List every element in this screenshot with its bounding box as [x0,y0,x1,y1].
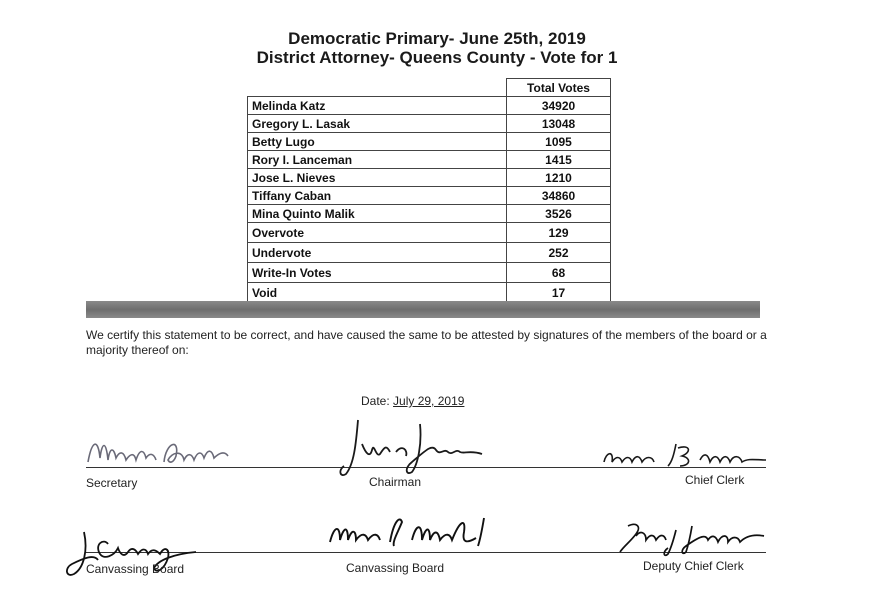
candidate-name: Tiffany Caban [248,187,507,205]
table-row [248,263,611,283]
table-row [248,151,611,169]
deputy-chief-clerk-signature-icon [616,516,776,560]
candidate-name: Overvote [248,223,507,243]
vote-count: 68 [507,263,611,283]
table-row [248,169,611,187]
page-title-line-1: Democratic Primary- June 25th, 2019 [288,29,586,48]
table-row [248,243,611,263]
vote-count: 1095 [507,133,611,151]
page-title-line-2: District Attorney- Queens County - Vote for 1 [256,48,618,67]
candidate-name: Gregory L. Lasak [248,115,507,133]
date-line [361,394,464,408]
candidate-name: Mina Quinto Malik [248,205,507,223]
results-table [247,78,611,303]
table-row [248,187,611,205]
chief-clerk-label: Chief Clerk [685,473,745,487]
vote-count: 252 [507,243,611,263]
vote-count: 1210 [507,169,611,187]
vote-count: 13048 [507,115,611,133]
chairman-signature-icon [336,414,486,484]
vote-count: 3526 [507,205,611,223]
total-votes-header: Total Votes [507,79,611,97]
secretary-label: Secretary [86,476,138,490]
canvassing-board-2-signature-icon [326,512,496,556]
candidate-name: Betty Lugo [248,133,507,151]
chairman-label: Chairman [369,475,422,489]
chief-clerk-signature-icon [600,438,770,472]
table-corner [248,79,507,97]
canvassing-board-label-2: Canvassing Board [346,561,445,575]
candidate-name: Jose L. Nieves [248,169,507,187]
table-row [248,115,611,133]
date-value: July 29, 2019 [393,394,465,408]
vote-count: 34920 [507,97,611,115]
candidate-name: Write-In Votes [248,263,507,283]
vote-count: 129 [507,223,611,243]
table-row [248,283,611,303]
separator-bar [86,301,760,318]
vote-count: 17 [507,283,611,303]
candidate-name: Rory I. Lanceman [248,151,507,169]
deputy-chief-clerk-label: Deputy Chief Clerk [643,559,744,573]
table-row [248,205,611,223]
vote-count: 1415 [507,151,611,169]
vote-count: 34860 [507,187,611,205]
table-row [248,97,611,115]
certification-statement: We certify this statement to be correct, and have caused the same to be attested by signatures of the members of the board or a majority thereof on: [86,328,767,357]
table-row [248,133,611,151]
candidate-name: Melinda Katz [248,97,507,115]
secretary-signature-icon [84,432,234,472]
candidate-name: Undervote [248,243,507,263]
canvassing-board-label-1: Canvassing Board [86,562,185,576]
candidate-name: Void [248,283,507,303]
table-row [248,223,611,243]
date-label: Date: [361,394,390,408]
